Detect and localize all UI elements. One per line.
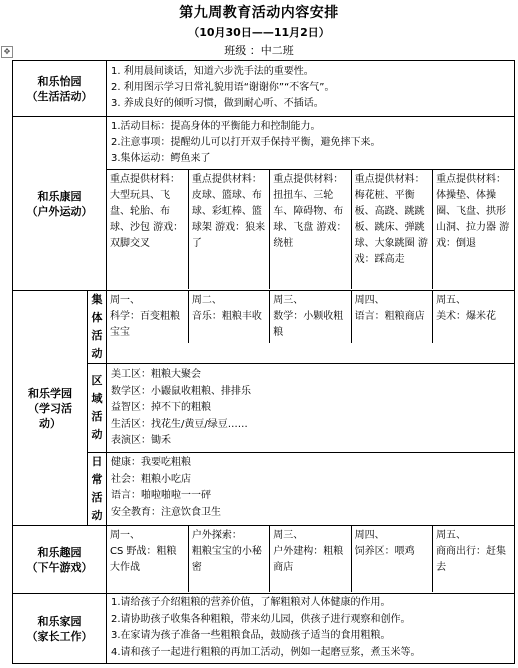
day-content: 数学：小颗收粗粮 [273,311,344,338]
area-materials-5: 重点提供材料：体操垫、体操圈、飞盘、拱形山洞、拉力器 游戏：倒退 [436,174,510,249]
fun-category-name: 和乐趣园 [37,545,82,559]
day-label: 周四、 [354,295,385,306]
fun-day-1 [107,526,188,592]
day-content: CS 野战：粗粮大作战 [110,546,177,573]
list-item: 社会：粗粮小吃店 [111,473,191,485]
list-item: 3. 养成良好的倾听习惯，做到耐心听、不插话。 [111,98,324,109]
day-label: 周三、 [273,530,304,541]
fun-content [107,526,515,594]
life-category-name: 和乐怡园 [37,74,82,88]
day-label: 周二、 [191,295,222,306]
area-materials-4: 重点提供材料：梅花桩、平衡板、高跷、跳跳板、跳床、弹跳球、大象跳圈 游戏：踩高走 [351,170,432,290]
collective-content [107,291,515,364]
life-category [13,61,107,117]
study-category [13,291,88,526]
class-label: 班级 ：中二班 [224,44,294,57]
health-row [13,117,515,291]
home-category-sub: （家长工作） [26,629,93,643]
life-row [13,61,515,117]
day-content: 商商出行：赶集去 [436,546,507,573]
fun-day-5 [433,526,514,592]
list-item: 2. 利用图示学习日常礼貌用语“谢谢你”“不客气”。 [111,82,335,93]
collective-day-4 [351,291,432,343]
fun-row [13,526,515,594]
list-item: 数学区：小鼹鼠收粗粮、排排乐 [111,385,251,397]
health-content [107,117,515,291]
date-range: （10月30日——11月2日） [188,26,330,39]
list-item: 3.在家请为孩子准备一些粗粮食品，鼓励孩子适当的食用粗粮。 [111,630,391,641]
day-content: 音乐：粗粮丰收 [191,311,262,322]
table-move-handle-icon[interactable]: ✥ [1,46,13,58]
day-label: 周一、 [110,295,140,306]
list-item: 1. 利用晨间谈话，知道六步洗手法的重要性。 [111,66,314,77]
list-item: 语言：啪啦啪啦一一砰 [111,490,211,501]
list-item: 3.集体运动：鳄鱼来了 [111,153,211,164]
day-label: 周四、 [354,530,385,541]
list-item: 生活区：找花生/黄豆/绿豆…… [111,418,248,430]
schedule-table [12,60,515,664]
collective-day-2 [188,291,269,343]
study-category-sub-2: 动） [39,416,61,430]
list-item: 1.请给孩子介绍粗粮的营养价值，了解粗粮对人体健康的作用。 [111,597,391,608]
collective-label: 集体活动 [88,291,107,364]
health-category [13,117,107,291]
day-label: 周五、 [436,295,467,306]
health-category-name: 和乐康园 [37,189,82,203]
fun-day-3 [270,526,351,592]
collective-day-5 [433,291,514,343]
home-row [13,594,515,664]
study-area-row [13,364,515,453]
page-title: 第九周教育活动内容安排 [179,5,339,21]
daily-label: 日常活动 [88,453,107,526]
day-content: 美术：爆米花 [436,311,497,322]
health-category-sub: （户外运动） [26,204,93,218]
list-item: 2.注意事项：提醒幼儿可以打开双手保持平衡，避免摔下来。 [111,137,381,148]
fun-category-sub: （下午游戏） [26,560,93,574]
daily-content [107,453,515,526]
life-category-sub: （生活活动） [26,89,93,103]
day-content: 饲养区：喂鸡 [354,546,415,557]
area-content [107,364,515,453]
life-content [107,61,515,117]
area-label: 区域活动 [88,364,107,453]
fun-category [13,526,107,594]
study-category-name: 和乐学园 [28,386,72,400]
list-item: 美工区：粗粮大聚会 [111,369,201,380]
study-daily-row [13,453,515,526]
area-materials-1: 重点提供材料：大型玩具、飞盘、轮胎、布球、沙包 游戏：双脚交叉 [107,170,188,290]
day-label: 周一、 [110,530,140,541]
day-content: 语言：粗粮商店 [354,311,425,322]
day-label: 户外探索： [191,530,242,541]
list-item: 4.请和孩子一起进行粗粮的再加工活动，例如一起磨豆浆，煮玉米等。 [111,646,421,658]
list-item: 安全教育：注意饮食卫生 [111,506,221,518]
day-label: 周三、 [273,295,304,306]
area-materials-2: 重点提供材料：皮球、篮球、布球、彩虹棒、篮球架 游戏：狼来了 [188,170,269,290]
fun-day-4 [351,526,432,592]
day-content: 科学：百变粗粮宝宝 [110,311,180,338]
collective-day-1 [107,291,188,343]
list-item: 2.请协助孩子收集各种粗粮，带来幼儿园，供孩子进行观察和创作。 [111,613,411,625]
area-materials-3: 重点提供材料：扭扭车、三轮车、障碍物、布球、飞盘 游戏：绕桩 [270,170,351,290]
study-collective-row [13,291,515,364]
list-item: 健康：我要吃粗粮 [111,457,191,468]
fun-day-2 [188,526,269,592]
study-category-sub: （学习活 [28,401,72,415]
list-item: 益智区：掉不下的粗粮 [111,402,211,413]
list-item: 1.活动目标：提高身体的平衡能力和控制能力。 [111,121,321,132]
day-label: 周五、 [436,530,467,541]
collective-day-3 [270,291,351,343]
home-category [13,594,107,664]
home-category-name: 和乐家园 [37,614,82,628]
day-content: 户外建构：粗粮商店 [273,546,344,573]
list-item: 表演区：锄禾 [111,435,171,446]
home-content [107,594,515,664]
day-content: 粗粮宝宝的小秘密 [191,546,262,573]
